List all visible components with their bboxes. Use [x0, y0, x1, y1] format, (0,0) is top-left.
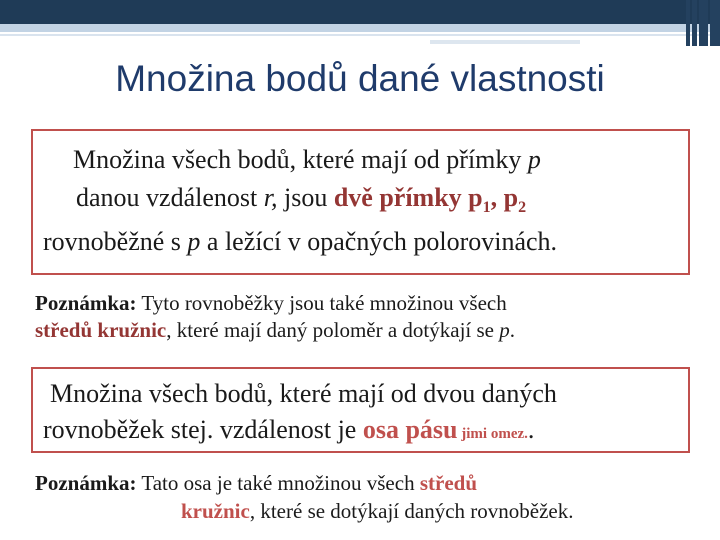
- note1-label: Poznámka:: [35, 291, 137, 315]
- box2-l2a: rovnoběžek stej. vzdálenost je: [43, 415, 363, 444]
- box2-l2-small: jimi omez.: [457, 426, 528, 442]
- slide-header-light-bar: [0, 24, 720, 32]
- box2-l2-end: .: [527, 415, 535, 444]
- note2-l1: Tato osa je také množinou všech: [136, 471, 420, 495]
- note1-l2-var: p: [499, 318, 510, 342]
- note2-l1-red: středů: [419, 471, 477, 495]
- box1-l1-var: p: [527, 145, 541, 174]
- box1-l1-text: Množina všech bodů, které mají od přímky: [73, 145, 528, 174]
- note2-l2-red: kružnic: [181, 499, 250, 523]
- note1-l2-end: .: [509, 318, 515, 342]
- box1-l2-var: r,: [263, 183, 278, 212]
- note1-l2-bold: středů kružnic: [35, 318, 167, 342]
- box1-line2: [76, 183, 526, 217]
- header-stripes: [684, 0, 720, 46]
- note1-line1: [35, 291, 507, 316]
- slide-header-dark-bar: [0, 0, 720, 24]
- box1-line1: [73, 145, 541, 175]
- box1-sub1: 1: [482, 199, 491, 217]
- note1-l1: Tyto rovnoběžky jsou také množinou všech: [136, 291, 507, 315]
- box1-l2b: jsou: [277, 183, 334, 212]
- note2-label: Poznámka:: [35, 471, 137, 495]
- box2-l2-red: osa pásu: [362, 415, 458, 444]
- note2-l2: , které se dotýkají daných rovnoběžek.: [249, 499, 574, 523]
- slide-title: Množina bodů dané vlastnosti: [115, 58, 605, 99]
- box2-line2: [43, 415, 534, 445]
- box1-l3a: rovnoběžné s: [43, 227, 188, 256]
- slide-header-accent: [430, 40, 580, 44]
- slide-header-rule: [0, 34, 720, 36]
- definition-box-1: [31, 129, 690, 275]
- definition-box-2: [31, 367, 690, 453]
- note2-line2: [181, 499, 573, 524]
- note2-line1: [35, 471, 477, 496]
- box1-sub2: 2: [518, 199, 527, 217]
- box1-line3: [43, 227, 557, 257]
- box2-line1: Množina všech bodů, které mají od dvou daných: [50, 379, 557, 408]
- box1-l2-bold: dvě přímky p: [333, 183, 483, 212]
- box1-l2a: danou vzdálenost: [76, 183, 264, 212]
- box1-l3-var: p: [187, 227, 201, 256]
- box1-l3b: a ležící v opačných polorovinách.: [200, 227, 558, 256]
- note1-line2: [35, 318, 515, 343]
- box1-comma: , p: [490, 183, 519, 212]
- note1-l2: , které mají daný poloměr a dotýkají se: [166, 318, 500, 342]
